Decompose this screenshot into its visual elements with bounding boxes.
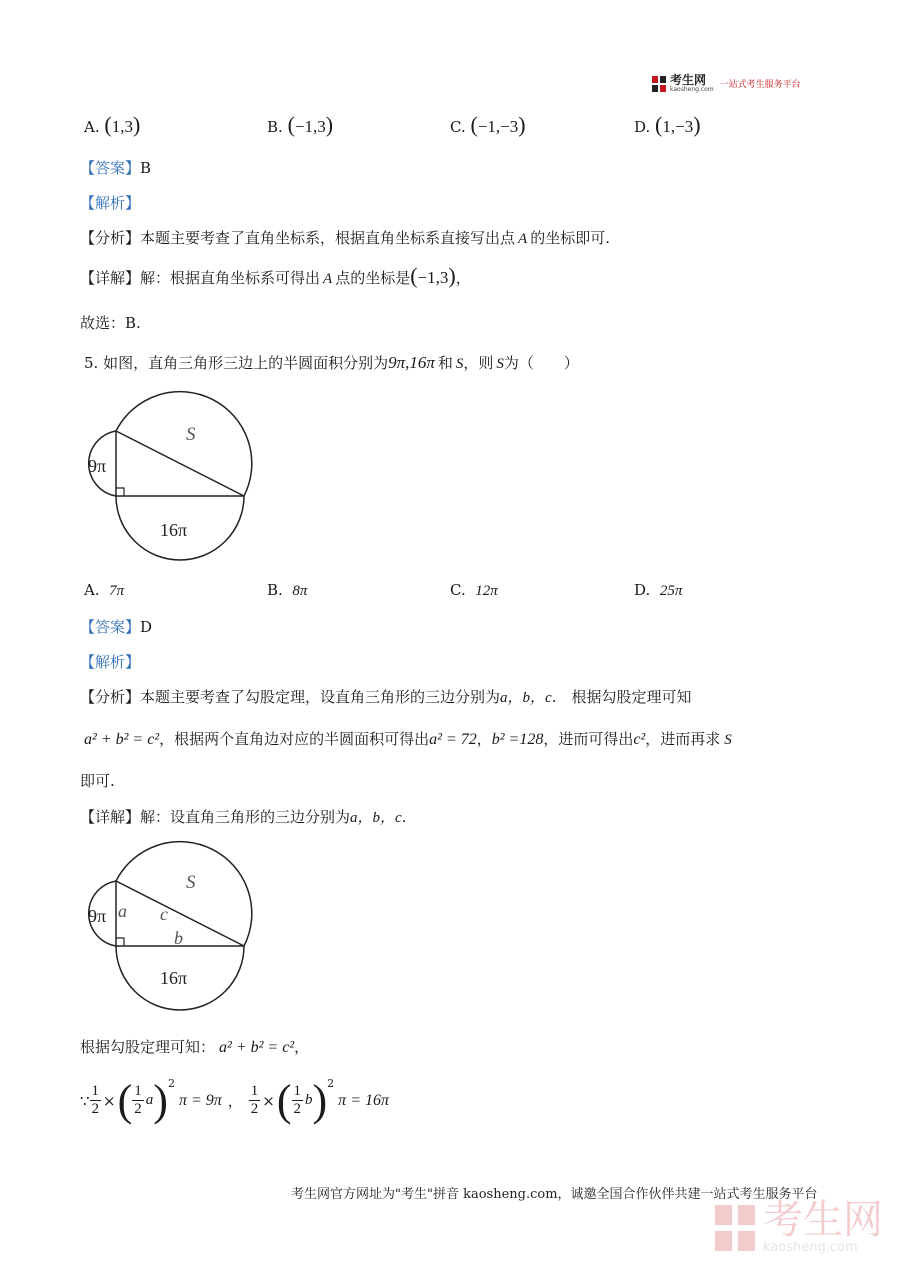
fenxi-text: 本题主要考查了勾股定理，设直角三角形的三边分别为 — [140, 688, 501, 706]
watermark-url: kaosheng.com — [763, 1240, 858, 1255]
times-symbol: × — [262, 1091, 275, 1110]
q5-option-b — [267, 581, 307, 600]
option-value: 8π — [292, 583, 308, 599]
option-value: 7π — [109, 583, 125, 599]
detail-label: 【详解】 — [80, 269, 141, 287]
fenxi-text-2: . 根据勾股定理可知 — [551, 688, 692, 706]
logo-name: 考生网 — [670, 73, 707, 87]
eq-pythagoras: a² + b² = c² — [219, 1039, 295, 1056]
q5-gougu — [80, 1036, 309, 1057]
q4-detail: 【详解】解：根据直角坐标系可得出 A 点的坐标是(−1,3)， — [80, 263, 471, 288]
label-9pi: 9π — [88, 456, 107, 476]
eq-b2: b² =128 — [491, 731, 544, 748]
detail-label: 【详解】 — [80, 808, 141, 826]
detail-text: 解：根据直角坐标系可得出 — [140, 269, 321, 287]
var-a: a — [145, 1092, 154, 1108]
header-logo — [652, 74, 801, 93]
right-angle-mark — [116, 488, 124, 496]
detail-vars: a，b，c — [350, 810, 402, 826]
fraction-half — [132, 1083, 144, 1118]
q4-answer — [80, 157, 151, 178]
answer-label: 【答案】 — [80, 618, 141, 636]
eq-b-tail: π = 16π — [338, 1091, 389, 1109]
semicircle-s — [116, 842, 252, 946]
option-value: 12π — [475, 583, 498, 599]
q5-detail — [80, 806, 406, 827]
header-slogan: 一站式考生服务平台 — [719, 80, 801, 90]
frac-num: 1 — [293, 1083, 302, 1099]
q4-option-a: A. (1,3) — [84, 112, 141, 137]
q5-option-d — [634, 581, 682, 600]
option-value: 1,3 — [111, 117, 133, 136]
since-symbol: ∵ — [80, 1091, 90, 1110]
stem-text-2: 和 — [437, 354, 453, 372]
line2-sep: ， — [476, 730, 492, 748]
square-exponent: 2 — [167, 1077, 175, 1090]
q5-fenxi-line2 — [84, 728, 732, 749]
stem-text-4: 为（ ） — [503, 354, 579, 372]
times-symbol: × — [103, 1091, 116, 1110]
frac-num: 1 — [134, 1083, 142, 1099]
label-9pi: 9π — [88, 906, 107, 926]
watermark-logo-icon — [713, 1205, 757, 1251]
stem-text: 5. 如图，直角三角形三边上的半圆面积分别为 — [84, 354, 389, 372]
var-a: A — [323, 271, 333, 287]
var-s: S — [496, 356, 504, 372]
logo-text — [670, 74, 714, 93]
q4-analysis-label: 【解析】 — [80, 194, 141, 212]
option-letter: C. — [450, 581, 466, 599]
stem-text-3: ，则 — [463, 354, 494, 372]
option-value: −1,3 — [294, 117, 326, 136]
var-a: A — [518, 231, 528, 247]
label-16pi: 16π — [160, 520, 188, 540]
q4-option-c: C. (−1,−3) — [450, 112, 526, 137]
q5-answer — [80, 616, 152, 637]
watermark — [713, 1197, 883, 1255]
q4-choose: 故选：B. — [80, 314, 141, 332]
option-letter: B. — [267, 581, 283, 599]
frac-num: 1 — [91, 1083, 100, 1099]
q5-equation-line: ∵ $\frac{1}{2}$ × ( $\frac{1}{2}$ a ) $^2$ π = 9π ， $\frac{1}{2}$ × ( $\frac{1}{2}$ b ) $^2$ π = 16π — [80, 1076, 389, 1125]
square-exponent: 2 — [327, 1077, 335, 1090]
logo-icon — [652, 76, 666, 92]
var-s: S — [455, 356, 464, 372]
fraction-half — [292, 1083, 304, 1118]
fraction-half — [249, 1083, 261, 1118]
q4-fenxi — [80, 227, 610, 248]
figure-semicircles-1 — [78, 390, 258, 566]
option-value: 1,−3 — [662, 117, 694, 136]
q4-option-d: D. (1,−3) — [634, 112, 701, 137]
eq-sep: ， — [227, 1092, 243, 1110]
label-16pi: 16π — [160, 968, 188, 988]
q5-option-c — [450, 581, 498, 600]
option-letter: A. — [84, 581, 100, 599]
label-s: S — [186, 424, 196, 445]
detail-text-2: 点的坐标是 — [335, 269, 411, 287]
fenxi-vars: a，b，c — [500, 690, 552, 706]
option-letter: A. — [84, 118, 100, 136]
fenxi-label: 【分析】 — [80, 688, 141, 706]
label-s: S — [186, 872, 196, 893]
label-a: a — [118, 901, 127, 921]
q5-fenxi — [80, 686, 691, 707]
label-b: b — [174, 928, 183, 948]
figure-semicircles-2 — [78, 838, 258, 1014]
q5-stem — [84, 352, 579, 373]
option-letter: C. — [450, 118, 466, 136]
answer-value: D — [140, 618, 153, 636]
line2-text-3: ，进而再求 — [645, 730, 721, 748]
detail-tail: ， — [455, 269, 471, 287]
line2-text: ，根据两个直角边对应的半圆面积可得出 — [159, 730, 430, 748]
triangle-hypotenuse — [116, 431, 244, 496]
var-s: S — [724, 732, 732, 748]
footer-text: 考生网官方网址为"考生"拼音 kaosheng.com，诚邀全国合作伙伴共建一站式考生服务平台 — [291, 1187, 818, 1202]
stem-math: 9π,16π — [388, 353, 435, 372]
logo-url: kaosheng.com — [670, 86, 714, 93]
frac-den: 2 — [250, 1101, 259, 1117]
eq-pythagoras: a² + b² = c² — [84, 731, 160, 748]
option-value: 25π — [659, 583, 683, 599]
fenxi-text-end: 的坐标即可. — [530, 229, 610, 247]
frac-den: 2 — [134, 1101, 142, 1117]
label-c: c — [160, 904, 168, 924]
q5-option-a — [84, 581, 124, 600]
line2-text-2: ，进而可得出 — [543, 730, 634, 748]
q5-analysis-label: 【解析】 — [80, 653, 141, 671]
semicircle-s — [116, 392, 252, 496]
option-letter: B. — [267, 118, 283, 136]
fenxi-label: 【分析】 — [80, 229, 141, 247]
detail-end: . — [401, 808, 407, 826]
answer-label: 【答案】 — [80, 159, 141, 177]
detail-text: 解：设直角三角形的三边分别为 — [140, 808, 351, 826]
fraction-half — [90, 1083, 102, 1118]
fenxi-text: 本题主要考查了直角坐标系，根据直角坐标系直接写出点 — [140, 229, 516, 247]
option-letter: D. — [634, 118, 651, 136]
right-angle-mark — [116, 938, 124, 946]
q5-fenxi-line3: 即可. — [80, 772, 115, 790]
frac-num: 1 — [250, 1083, 259, 1099]
eq-a-tail: π = 9π — [178, 1091, 222, 1109]
gougu-text: 根据勾股定理可知： — [80, 1038, 216, 1056]
gougu-end: ， — [294, 1038, 310, 1056]
eq-a2: a² = 72 — [429, 731, 477, 748]
option-letter: D. — [634, 581, 651, 599]
answer-value: B — [140, 159, 152, 177]
eq-c2: c² — [633, 731, 646, 748]
detail-coord: −1,3 — [417, 268, 449, 287]
q4-option-b: B. (−1,3) — [267, 112, 334, 137]
option-value: −1,−3 — [477, 117, 519, 136]
watermark-text: 考生网 — [763, 1197, 883, 1243]
frac-den: 2 — [293, 1101, 302, 1117]
var-b: b — [305, 1092, 313, 1108]
frac-den: 2 — [91, 1101, 100, 1117]
